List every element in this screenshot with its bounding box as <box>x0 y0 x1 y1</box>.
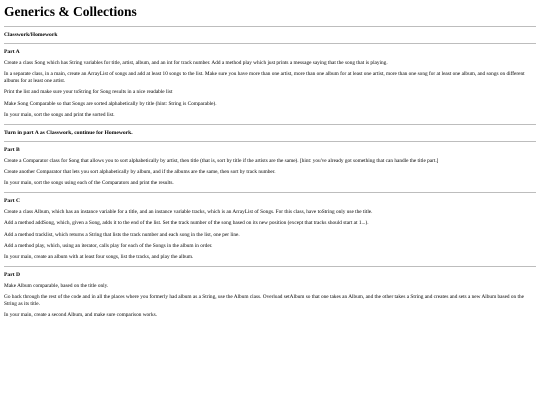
section-paragraph: Create a class Song which has String variables for title, artist, album, and an int for track number. Add a method play which just prints a message saying that the song that is playing. <box>4 60 388 66</box>
section-paragraph: In your main, sort the songs and print the sorted list. <box>4 112 115 119</box>
section-paragraph: Go back through the rest of the code and in all the places where you formerly had album as a String, use the Album class. Overload setAlbum so that one takes an Album, and the other takes a String and creates and sets a new Album based on the String as its title. <box>4 294 524 307</box>
section-heading: Part D <box>4 271 20 278</box>
section-paragraph: Make Song Comparable so that Songs are sorted alphabetically by title (hint: String is Comparable). <box>4 100 217 107</box>
page-title: Generics & Collections <box>4 4 137 19</box>
section-paragraph: Make Album comparable, based on the title only. <box>4 282 109 289</box>
section-paragraph: Add a method tracklist, which returns a String that lists the track number and each song in the list, one per line. <box>4 231 240 238</box>
section-heading: Part C <box>4 197 20 204</box>
section-heading: Part B <box>4 146 20 153</box>
section-divider <box>4 26 536 27</box>
section-paragraph: In your main, create an album with at least four songs, list the tracks, and play the album. <box>4 254 194 261</box>
section-paragraph: Create a Comparator class for Song that allows you to sort alphabetically by artist, then title (that is, sort by title if the artists are the same). [hint: you've already got something that can handle the title part.] <box>4 157 439 164</box>
section-divider <box>4 141 536 142</box>
section-divider <box>4 124 536 125</box>
section-heading: Classwork/Homework <box>4 32 58 38</box>
document-body <box>4 26 536 319</box>
section-divider <box>4 192 536 193</box>
section-paragraph: In your main, sort the songs using each of the Comparators and print the results. <box>4 180 174 187</box>
section-paragraph: Print the list and make sure your toString for Song results in a nice readable list <box>4 89 173 96</box>
section-divider <box>4 43 536 44</box>
section-paragraph: In your main, create a second Album, and make sure comparison works. <box>4 312 157 319</box>
section-paragraph: In a separate class, in a main, create an ArrayList of songs and add at least 10 songs to the list. Make sure you have more than one artist, more than one album for at least one artist, more than one song for at least one album, and songs on different albums for at least one artist. <box>4 71 525 84</box>
section-divider <box>4 266 536 267</box>
section-paragraph: Add a method addSong, which, given a Song, adds it to the end of the list. Set the track number of the song based on its new position (except that tracks should start at 1...). <box>4 220 369 227</box>
section-paragraph: Create a class Album, which has an instance variable for a title, and an instance variable tracks, which is an ArrayList of Songs. For this class, have toString only use the title. <box>4 208 373 215</box>
section-paragraph: Add a method play, which, using an iterator, calls play for each of the Songs in the album in order. <box>4 242 213 249</box>
section-heading: Part A <box>4 49 20 55</box>
section-heading: Turn in part A as Classwork, continue for Homework. <box>4 129 133 136</box>
section-paragraph: Create another Comparator that lets you sort alphabetically by album, and if the albums are the same, then sort by track number. <box>4 168 276 175</box>
